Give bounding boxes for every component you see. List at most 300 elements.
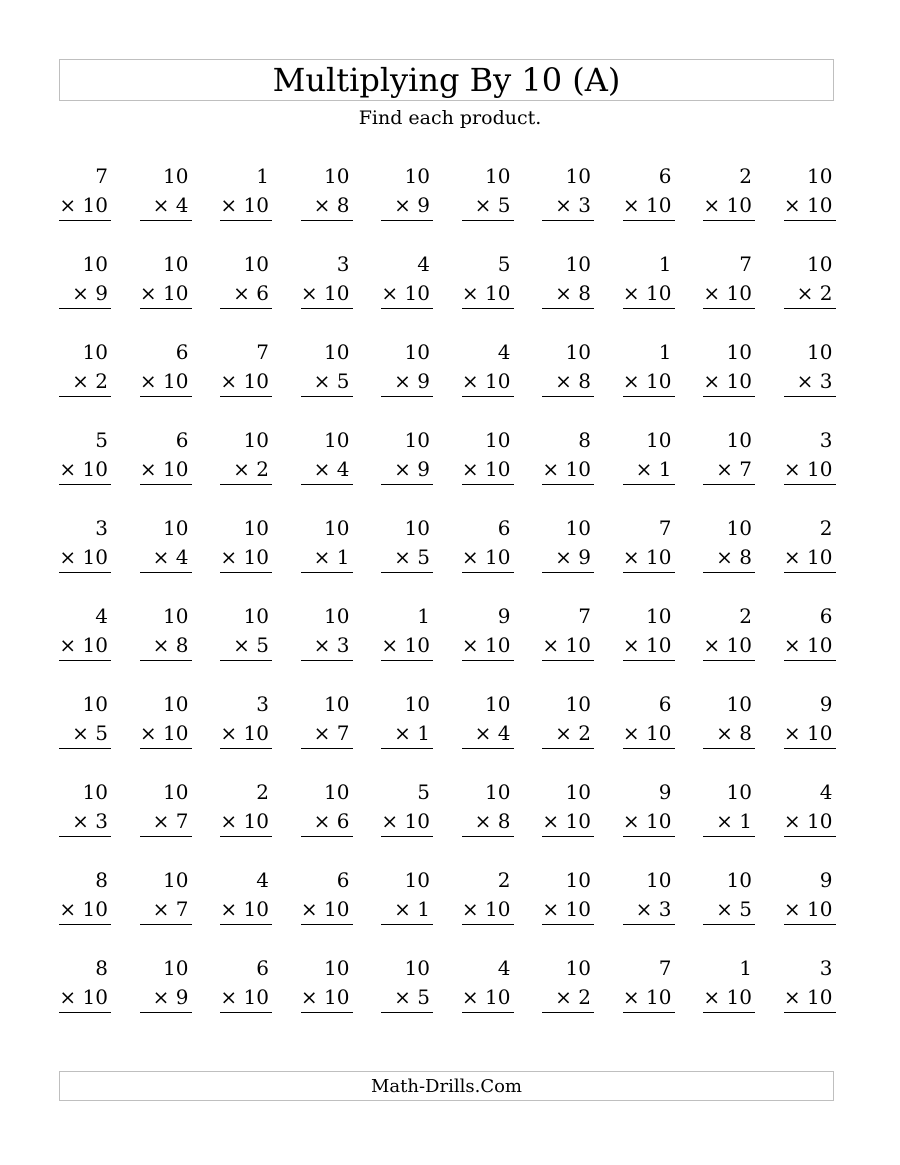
multiplier: × 8 xyxy=(703,719,755,749)
multiplicand: 10 xyxy=(726,692,752,716)
multiplier: × 3 xyxy=(542,191,594,221)
multiplier: × 4 xyxy=(140,543,192,573)
multiplicand: 3 xyxy=(95,516,108,540)
multiplicand: 10 xyxy=(324,956,350,980)
multiplicand: 7 xyxy=(658,516,672,540)
multiplicand: 10 xyxy=(163,252,189,276)
multiplier: × 10 xyxy=(703,279,755,309)
multiplier: × 7 xyxy=(703,455,755,485)
multiplier: × 8 xyxy=(301,191,353,221)
multiplier: × 10 xyxy=(784,543,836,573)
problem xyxy=(381,690,433,749)
problem xyxy=(140,338,192,397)
multiplier: × 7 xyxy=(140,895,192,925)
page-title: Multiplying By 10 (A) xyxy=(272,61,621,99)
multiplicand: 10 xyxy=(82,692,108,716)
multiplier: × 10 xyxy=(542,455,594,485)
problem xyxy=(301,162,353,221)
problem xyxy=(703,162,755,221)
problem xyxy=(220,514,272,573)
multiplicand: 10 xyxy=(404,428,430,452)
multiplier: × 2 xyxy=(542,719,594,749)
problem xyxy=(703,690,755,749)
multiplier: × 10 xyxy=(784,983,836,1013)
multiplicand: 7 xyxy=(95,164,108,188)
problem xyxy=(703,514,755,573)
problem xyxy=(59,426,111,485)
problem xyxy=(462,162,514,221)
multiplicand: 10 xyxy=(404,340,430,364)
problem xyxy=(703,954,755,1013)
multiplier: × 10 xyxy=(140,455,192,485)
multiplicand: 10 xyxy=(243,516,269,540)
problem xyxy=(381,954,433,1013)
multiplicand: 10 xyxy=(404,868,430,892)
problem xyxy=(462,866,514,925)
multiplicand: 6 xyxy=(256,956,269,980)
multiplicand: 10 xyxy=(163,780,189,804)
problem xyxy=(59,690,111,749)
multiplier: × 10 xyxy=(462,983,514,1013)
multiplier: × 10 xyxy=(59,455,111,485)
multiplier: × 10 xyxy=(623,367,675,397)
problem xyxy=(301,426,353,485)
multiplier: × 10 xyxy=(381,631,433,661)
multiplicand: 10 xyxy=(565,956,591,980)
multiplicand: 8 xyxy=(95,868,108,892)
multiplier: × 10 xyxy=(462,631,514,661)
problem xyxy=(381,866,433,925)
problem xyxy=(140,866,192,925)
problem xyxy=(462,338,514,397)
multiplier: × 5 xyxy=(59,719,111,749)
multiplier: × 10 xyxy=(623,543,675,573)
multiplicand: 10 xyxy=(324,164,350,188)
multiplicand: 10 xyxy=(404,164,430,188)
problem xyxy=(220,426,272,485)
multiplicand: 10 xyxy=(485,780,511,804)
multiplier: × 2 xyxy=(542,983,594,1013)
problem xyxy=(542,250,594,309)
multiplier: × 10 xyxy=(220,191,272,221)
multiplicand: 5 xyxy=(95,428,108,452)
problem xyxy=(59,866,111,925)
multiplicand: 10 xyxy=(324,428,350,452)
multiplier: × 10 xyxy=(301,279,353,309)
problem xyxy=(542,866,594,925)
problem xyxy=(301,514,353,573)
multiplicand: 8 xyxy=(578,428,591,452)
multiplier: × 10 xyxy=(542,631,594,661)
multiplicand: 10 xyxy=(324,516,350,540)
multiplicand: 10 xyxy=(485,164,511,188)
multiplicand: 10 xyxy=(565,340,591,364)
problem xyxy=(140,954,192,1013)
problem xyxy=(59,250,111,309)
multiplicand: 10 xyxy=(726,516,752,540)
multiplicand: 2 xyxy=(256,780,269,804)
multiplier: × 5 xyxy=(381,543,433,573)
multiplier: × 1 xyxy=(703,807,755,837)
multiplicand: 9 xyxy=(819,692,833,716)
multiplicand: 3 xyxy=(819,428,833,452)
multiplicand: 10 xyxy=(324,340,350,364)
multiplicand: 7 xyxy=(578,604,591,628)
multiplier: × 10 xyxy=(59,983,111,1013)
problem xyxy=(623,778,675,837)
instructions: Find each product. xyxy=(358,107,542,129)
multiplier: × 10 xyxy=(542,807,594,837)
multiplicand: 9 xyxy=(658,780,672,804)
title-box xyxy=(59,59,834,101)
problem xyxy=(220,866,272,925)
multiplier: × 10 xyxy=(703,631,755,661)
multiplicand: 10 xyxy=(243,428,269,452)
problem xyxy=(542,778,594,837)
problem xyxy=(623,690,675,749)
multiplier: × 4 xyxy=(140,191,192,221)
multiplier: × 10 xyxy=(220,807,272,837)
multiplicand: 6 xyxy=(497,516,511,540)
problem xyxy=(623,162,675,221)
multiplicand: 10 xyxy=(807,252,833,276)
multiplicand: 10 xyxy=(807,340,833,364)
problem xyxy=(220,778,272,837)
multiplier: × 10 xyxy=(703,983,755,1013)
multiplier: × 8 xyxy=(542,279,594,309)
multiplier: × 10 xyxy=(462,455,514,485)
multiplicand: 1 xyxy=(739,956,752,980)
multiplicand: 10 xyxy=(646,868,672,892)
multiplier: × 5 xyxy=(220,631,272,661)
problem xyxy=(703,338,755,397)
problem xyxy=(542,690,594,749)
multiplier: × 10 xyxy=(140,279,192,309)
multiplier: × 10 xyxy=(784,191,836,221)
multiplier: × 3 xyxy=(59,807,111,837)
multiplicand: 10 xyxy=(324,604,350,628)
multiplicand: 10 xyxy=(404,692,430,716)
multiplier: × 10 xyxy=(784,895,836,925)
multiplicand: 10 xyxy=(646,428,672,452)
multiplier: × 7 xyxy=(301,719,353,749)
problem xyxy=(140,778,192,837)
multiplier: × 10 xyxy=(542,895,594,925)
problem xyxy=(542,338,594,397)
problem xyxy=(623,866,675,925)
problem xyxy=(462,778,514,837)
problem xyxy=(623,954,675,1013)
problem xyxy=(784,426,836,485)
problem xyxy=(220,338,272,397)
multiplicand: 6 xyxy=(175,428,189,452)
multiplier: × 10 xyxy=(623,807,675,837)
problem xyxy=(140,514,192,573)
multiplier: × 10 xyxy=(703,191,755,221)
multiplicand: 7 xyxy=(739,252,752,276)
multiplier: × 10 xyxy=(220,543,272,573)
multiplier: × 9 xyxy=(542,543,594,573)
multiplier: × 3 xyxy=(301,631,353,661)
problem xyxy=(703,426,755,485)
problem xyxy=(703,778,755,837)
problem xyxy=(140,162,192,221)
multiplier: × 1 xyxy=(381,719,433,749)
problem xyxy=(59,778,111,837)
problem xyxy=(542,602,594,661)
multiplicand: 10 xyxy=(565,252,591,276)
problem xyxy=(140,602,192,661)
multiplicand: 10 xyxy=(807,164,833,188)
multiplier: × 9 xyxy=(140,983,192,1013)
problem xyxy=(59,338,111,397)
problem xyxy=(542,514,594,573)
problem xyxy=(301,866,353,925)
multiplier: × 3 xyxy=(623,895,675,925)
multiplier: × 10 xyxy=(623,719,675,749)
multiplier: × 10 xyxy=(623,279,675,309)
problem xyxy=(140,250,192,309)
problem xyxy=(220,690,272,749)
multiplier: × 8 xyxy=(140,631,192,661)
problem xyxy=(784,690,836,749)
multiplicand: 1 xyxy=(417,604,430,628)
multiplier: × 10 xyxy=(784,807,836,837)
problem xyxy=(462,954,514,1013)
problem xyxy=(784,954,836,1013)
footer-text: Math-Drills.Com xyxy=(370,1075,522,1097)
multiplicand: 2 xyxy=(819,516,833,540)
multiplier: × 10 xyxy=(703,367,755,397)
multiplier: × 10 xyxy=(220,895,272,925)
multiplicand: 10 xyxy=(163,516,189,540)
problem xyxy=(542,954,594,1013)
multiplicand: 10 xyxy=(485,428,511,452)
multiplicand: 3 xyxy=(256,692,269,716)
multiplicand: 10 xyxy=(82,340,108,364)
problem xyxy=(462,602,514,661)
problem xyxy=(542,162,594,221)
multiplier: × 10 xyxy=(623,983,675,1013)
multiplicand: 7 xyxy=(256,340,269,364)
multiplicand: 10 xyxy=(82,252,108,276)
multiplier: × 10 xyxy=(381,807,433,837)
multiplicand: 10 xyxy=(485,692,511,716)
multiplicand: 9 xyxy=(497,604,511,628)
problem xyxy=(784,866,836,925)
multiplicand: 10 xyxy=(565,692,591,716)
multiplier: × 10 xyxy=(301,983,353,1013)
multiplier: × 5 xyxy=(462,191,514,221)
multiplicand: 4 xyxy=(819,780,833,804)
multiplier: × 1 xyxy=(381,895,433,925)
multiplier: × 6 xyxy=(220,279,272,309)
multiplicand: 6 xyxy=(819,604,833,628)
multiplicand: 4 xyxy=(497,956,511,980)
multiplier: × 10 xyxy=(59,191,111,221)
multiplier: × 9 xyxy=(381,455,433,485)
multiplicand: 4 xyxy=(417,252,430,276)
multiplicand: 4 xyxy=(256,868,269,892)
multiplier: × 6 xyxy=(301,807,353,837)
multiplier: × 10 xyxy=(462,543,514,573)
problem xyxy=(462,250,514,309)
multiplicand: 5 xyxy=(497,252,511,276)
multiplier: × 10 xyxy=(462,367,514,397)
multiplier: × 3 xyxy=(784,367,836,397)
multiplicand: 3 xyxy=(819,956,833,980)
multiplicand: 2 xyxy=(497,868,511,892)
problem xyxy=(462,514,514,573)
multiplier: × 10 xyxy=(784,719,836,749)
problem xyxy=(220,954,272,1013)
multiplier: × 8 xyxy=(542,367,594,397)
multiplicand: 2 xyxy=(739,164,752,188)
multiplicand: 10 xyxy=(726,340,752,364)
multiplier: × 10 xyxy=(220,719,272,749)
multiplicand: 10 xyxy=(324,692,350,716)
multiplier: × 9 xyxy=(59,279,111,309)
problem xyxy=(703,250,755,309)
multiplier: × 10 xyxy=(623,631,675,661)
problem xyxy=(59,954,111,1013)
multiplicand: 1 xyxy=(658,252,672,276)
multiplicand: 10 xyxy=(243,252,269,276)
multiplicand: 6 xyxy=(658,164,672,188)
problem xyxy=(381,778,433,837)
problem xyxy=(301,602,353,661)
multiplier: × 1 xyxy=(301,543,353,573)
multiplier: × 10 xyxy=(784,631,836,661)
multiplicand: 2 xyxy=(739,604,752,628)
multiplicand: 10 xyxy=(726,428,752,452)
multiplicand: 1 xyxy=(256,164,269,188)
problem xyxy=(784,162,836,221)
problem xyxy=(220,250,272,309)
multiplicand: 9 xyxy=(819,868,833,892)
problem xyxy=(59,162,111,221)
problem xyxy=(381,338,433,397)
problem xyxy=(381,514,433,573)
multiplier: × 5 xyxy=(381,983,433,1013)
multiplicand: 4 xyxy=(497,340,511,364)
problem xyxy=(59,602,111,661)
multiplicand: 10 xyxy=(163,604,189,628)
multiplier: × 8 xyxy=(703,543,755,573)
problem xyxy=(784,338,836,397)
multiplier: × 5 xyxy=(703,895,755,925)
problem xyxy=(623,426,675,485)
multiplicand: 10 xyxy=(565,516,591,540)
problem xyxy=(784,514,836,573)
multiplicand: 10 xyxy=(404,956,430,980)
problem xyxy=(301,778,353,837)
problem xyxy=(381,162,433,221)
multiplier: × 10 xyxy=(140,367,192,397)
problem xyxy=(784,778,836,837)
multiplier: × 10 xyxy=(301,895,353,925)
multiplier: × 10 xyxy=(59,543,111,573)
multiplier: × 4 xyxy=(301,455,353,485)
problem xyxy=(542,426,594,485)
multiplier: × 8 xyxy=(462,807,514,837)
multiplier: × 10 xyxy=(220,367,272,397)
multiplicand: 10 xyxy=(163,956,189,980)
footer-box xyxy=(59,1071,834,1101)
multiplicand: 6 xyxy=(336,868,350,892)
multiplier: × 2 xyxy=(59,367,111,397)
multiplicand: 10 xyxy=(243,604,269,628)
problem xyxy=(381,602,433,661)
problem xyxy=(784,250,836,309)
problem xyxy=(140,426,192,485)
problem xyxy=(462,426,514,485)
problem xyxy=(623,250,675,309)
multiplier: × 7 xyxy=(140,807,192,837)
problem xyxy=(381,426,433,485)
multiplicand: 10 xyxy=(163,868,189,892)
multiplier: × 10 xyxy=(140,719,192,749)
multiplier: × 10 xyxy=(381,279,433,309)
multiplicand: 10 xyxy=(726,868,752,892)
problem xyxy=(703,602,755,661)
problem xyxy=(623,514,675,573)
multiplier: × 2 xyxy=(784,279,836,309)
multiplicand: 10 xyxy=(404,516,430,540)
problem xyxy=(381,250,433,309)
multiplicand: 3 xyxy=(336,252,350,276)
problem xyxy=(301,338,353,397)
multiplicand: 7 xyxy=(658,956,672,980)
multiplicand: 6 xyxy=(658,692,672,716)
problem xyxy=(301,250,353,309)
multiplicand: 10 xyxy=(565,164,591,188)
problem xyxy=(220,602,272,661)
multiplier: × 9 xyxy=(381,191,433,221)
multiplicand: 10 xyxy=(565,868,591,892)
multiplicand: 10 xyxy=(646,604,672,628)
multiplicand: 10 xyxy=(565,780,591,804)
problem xyxy=(623,602,675,661)
multiplier: × 2 xyxy=(220,455,272,485)
multiplicand: 10 xyxy=(163,164,189,188)
multiplier: × 10 xyxy=(623,191,675,221)
multiplier: × 10 xyxy=(784,455,836,485)
multiplicand: 8 xyxy=(95,956,108,980)
multiplicand: 5 xyxy=(417,780,430,804)
multiplicand: 1 xyxy=(658,340,672,364)
problem xyxy=(784,602,836,661)
multiplicand: 10 xyxy=(726,780,752,804)
problem xyxy=(140,690,192,749)
problem xyxy=(462,690,514,749)
multiplicand: 10 xyxy=(163,692,189,716)
problem xyxy=(623,338,675,397)
multiplier: × 10 xyxy=(220,983,272,1013)
multiplier: × 1 xyxy=(623,455,675,485)
multiplicand: 10 xyxy=(324,780,350,804)
problem xyxy=(301,954,353,1013)
multiplier: × 9 xyxy=(381,367,433,397)
multiplicand: 10 xyxy=(82,780,108,804)
problem xyxy=(703,866,755,925)
multiplicand: 6 xyxy=(175,340,189,364)
multiplier: × 10 xyxy=(462,279,514,309)
multiplier: × 10 xyxy=(59,631,111,661)
multiplier: × 10 xyxy=(462,895,514,925)
multiplier: × 10 xyxy=(59,895,111,925)
multiplicand: 4 xyxy=(95,604,108,628)
